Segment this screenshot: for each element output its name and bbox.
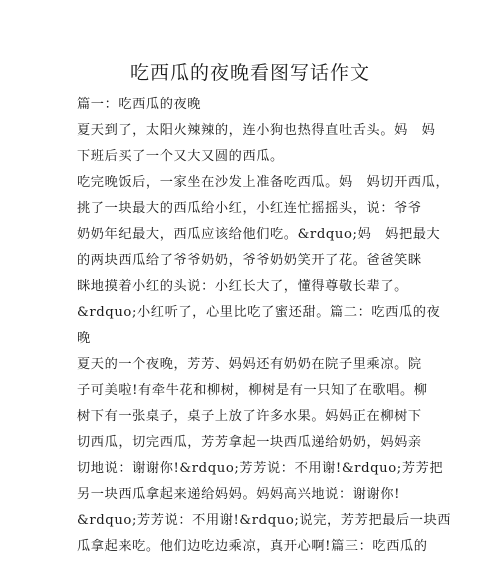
body-line: 眯地摸着小红的头说：小红长大了，懂得尊敬长辈了。: [77, 279, 408, 294]
body-line: 晚: [77, 331, 91, 346]
body-line: 切地说：谢谢你!&rdquo;芳芳说：不用谢!&rdquo;芳芳把: [77, 461, 444, 476]
body-line: 夏天的一个夜晚，芳芳、妈妈还有奶奶在院子里乘凉。院: [77, 357, 422, 372]
document-body: [77, 92, 452, 560]
body-line: 另一块西瓜拿起来递给妈妈。妈妈高兴地说：谢谢你!: [77, 487, 401, 502]
body-line: 篇一：吃西瓜的夜晚: [77, 97, 202, 112]
body-line: 树下有一张桌子，桌子上放了许多水果。妈妈正在柳树下: [77, 409, 422, 424]
body-line: 的两块西瓜给了爷爷奶奶，爷爷奶奶笑开了花。爸爸笑眯: [77, 253, 422, 268]
body-line: 吃完晚饭后，一家坐在沙发上准备吃西瓜。妈 妈切开西瓜，: [77, 175, 450, 190]
body-line: 挑了一块最大的西瓜给小红，小红连忙摇摇头，说：爷爷: [77, 201, 422, 216]
body-line: 夏天到了，太阳火辣辣的，连小狗也热得直吐舌头。妈 妈: [77, 123, 436, 138]
body-line: 切西瓜，切完西瓜，芳芳拿起一块西瓜递给奶奶，妈妈亲: [77, 435, 422, 450]
body-line: 子可美啦!有牵牛花和柳树，柳树是有一只知了在歌唱。柳: [77, 383, 428, 398]
document-title: 吃西瓜的夜晚看图写话作文: [129, 62, 370, 84]
body-line: &rdquo;芳芳说：不用谢!&rdquo;说完，芳芳把最后一块西: [77, 513, 452, 528]
body-line: &rdquo;小红听了，心里比吃了蜜还甜。篇二：吃西瓜的夜: [77, 305, 441, 320]
body-line: 下班后买了一个又大又圆的西瓜。: [77, 149, 284, 164]
body-line: 瓜拿起来吃。他们边吃边乘凉，真开心啊!篇三：吃西瓜的: [77, 539, 428, 554]
body-line: 奶奶年纪最大，西瓜应该给他们吃。&rdquo;妈 妈把最大: [77, 227, 441, 242]
